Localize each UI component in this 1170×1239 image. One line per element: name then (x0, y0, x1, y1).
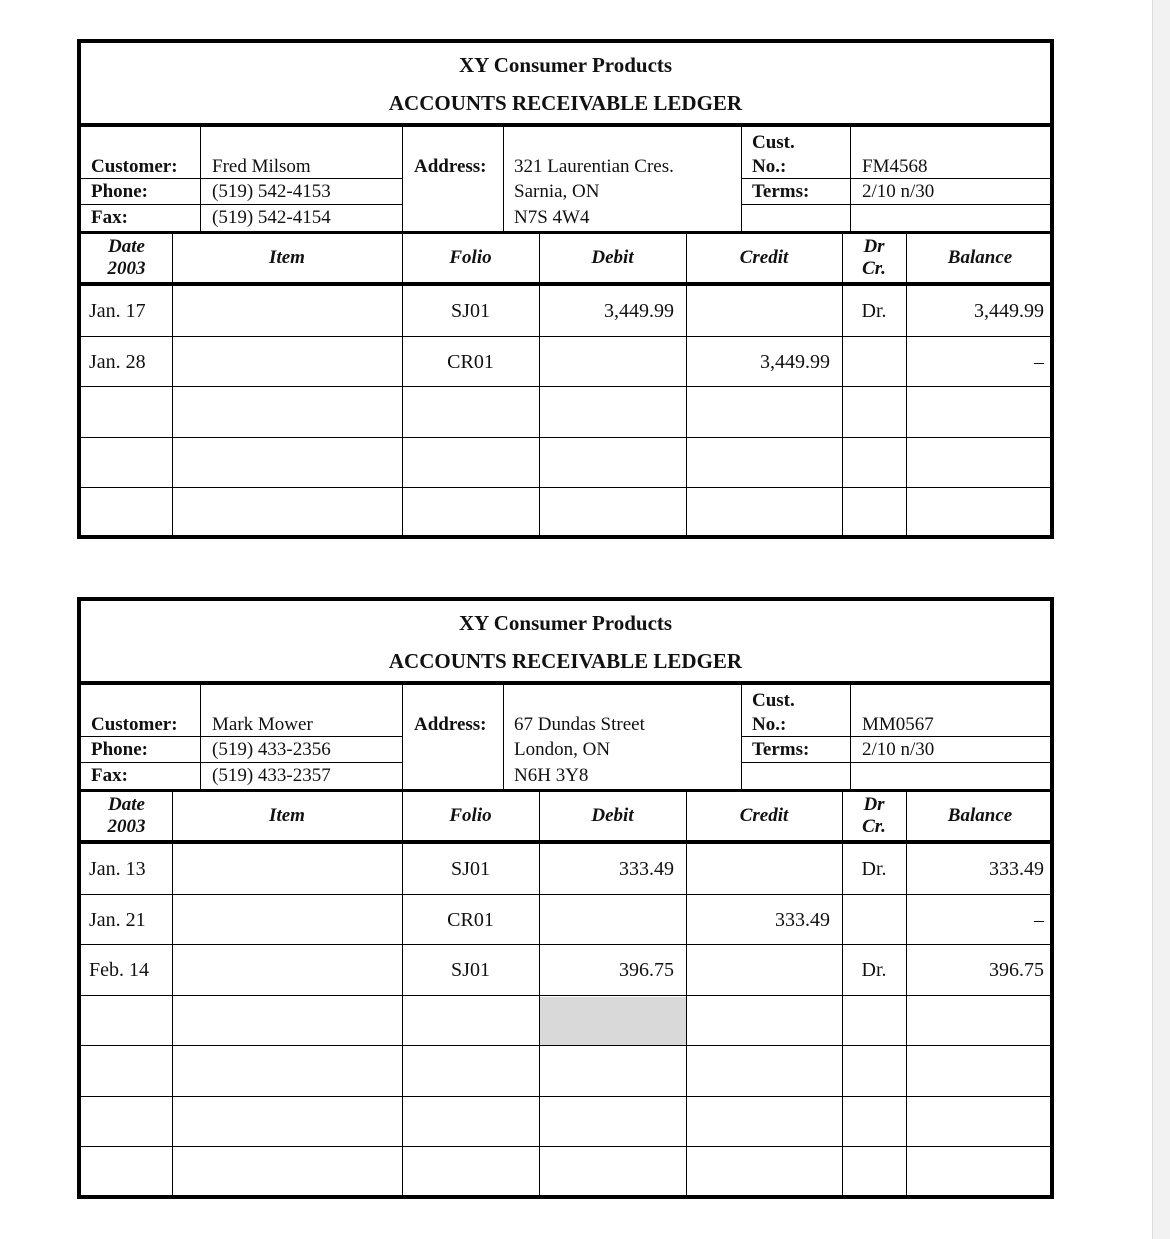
phone-value: (519) 433-2356 (212, 739, 331, 760)
cell-item (172, 488, 402, 538)
customer-info (81, 127, 1050, 231)
col-date: Date 2003 (107, 794, 146, 837)
cust-no-value: FM4568 (862, 156, 928, 177)
cell-debit: 333.49 (619, 858, 674, 880)
col-balance: Balance (947, 805, 1013, 826)
cell-balance: 3,449.99 (974, 300, 1044, 322)
table-row (81, 945, 1050, 995)
cell-dr-cr (842, 438, 906, 488)
terms-label: Terms: (752, 739, 810, 760)
table-row (81, 488, 1050, 538)
cell-item (172, 286, 402, 336)
cell-folio (402, 488, 539, 538)
fax-value: (519) 542-4154 (212, 207, 331, 228)
table-row (81, 844, 1050, 894)
cell-folio: CR01 (447, 350, 494, 373)
cell-credit (686, 438, 842, 488)
table-row (81, 996, 1050, 1046)
company-name: XY Consumer Products (458, 53, 673, 77)
col-debit: Debit (591, 805, 634, 826)
col-dr-cr: Dr Cr. (862, 236, 886, 279)
cell-credit (686, 844, 842, 894)
cell-dr-cr (842, 337, 906, 387)
cell-folio (402, 1046, 539, 1096)
cell-credit: 3,449.99 (760, 350, 830, 373)
cell-item (172, 387, 402, 437)
cell-date (81, 1147, 172, 1197)
cell-balance: 333.49 (989, 858, 1044, 880)
cell-item (172, 438, 402, 488)
cust-no-label-1: Cust. (752, 132, 795, 153)
cell-folio: SJ01 (451, 858, 490, 880)
address-line-2: London, ON (514, 739, 611, 760)
cell-balance (906, 1097, 1054, 1147)
cell-credit (686, 1046, 842, 1096)
cell-balance (906, 438, 1054, 488)
cell-folio: SJ01 (451, 300, 490, 322)
terms-value: 2/10 n/30 (862, 181, 935, 202)
table-row (81, 438, 1050, 488)
cell-item (172, 1147, 402, 1197)
fax-label: Fax: (91, 765, 128, 786)
cell-balance (906, 387, 1054, 437)
cell-debit (539, 488, 686, 538)
col-folio: Folio (449, 805, 492, 826)
cell-debit (539, 1046, 686, 1096)
cell-balance (906, 1046, 1054, 1096)
table-row (81, 387, 1050, 437)
ledger-entries (81, 844, 1050, 1195)
cell-debit (539, 895, 686, 945)
cell-debit: 3,449.99 (604, 300, 674, 322)
cell-item (172, 895, 402, 945)
address-line-3: N6H 3Y8 (514, 765, 589, 786)
cell-dr-cr: Dr. (861, 858, 887, 880)
cell-dr-cr (842, 1097, 906, 1147)
cell-date: Jan. 28 (89, 350, 146, 373)
cell-folio (402, 1147, 539, 1197)
column-headers (81, 231, 1050, 286)
phone-label: Phone: (91, 739, 148, 760)
cell-debit (539, 337, 686, 387)
cell-date (81, 438, 172, 488)
cell-credit (686, 1097, 842, 1147)
cust-no-label-2: No.: (752, 156, 787, 177)
cell-date: Jan. 21 (89, 908, 146, 931)
cell-debit (539, 1097, 686, 1147)
address-label: Address: (414, 714, 487, 735)
col-dr-cr: Dr Cr. (862, 794, 886, 837)
cell-debit (539, 387, 686, 437)
address-line-1: 321 Laurentian Cres. (514, 156, 674, 177)
cell-dr-cr: Dr. (861, 959, 887, 981)
ledger-header (81, 601, 1050, 685)
customer-info (81, 685, 1050, 789)
address-line-2: Sarnia, ON (514, 181, 600, 202)
ledger-mark-mower (77, 597, 1054, 1199)
cell-date: Jan. 17 (89, 300, 146, 322)
cell-credit (686, 387, 842, 437)
cell-dr-cr (842, 1046, 906, 1096)
phone-value: (519) 542-4153 (212, 181, 331, 202)
customer-name: Mark Mower (212, 714, 313, 735)
cell-debit (539, 438, 686, 488)
cell-date (81, 387, 172, 437)
table-row (81, 1046, 1050, 1096)
table-row (81, 895, 1050, 945)
col-debit: Debit (591, 247, 634, 268)
table-row (81, 337, 1050, 387)
ledger-header (81, 43, 1050, 127)
cell-date (81, 996, 172, 1046)
col-credit: Credit (739, 247, 789, 268)
cell-balance: – (1034, 350, 1044, 373)
cell-folio (402, 1097, 539, 1147)
address-line-1: 67 Dundas Street (514, 714, 645, 735)
cell-dr-cr (842, 996, 906, 1046)
cell-debit: 396.75 (619, 959, 674, 981)
cell-credit: 333.49 (775, 908, 830, 931)
phone-label: Phone: (91, 181, 148, 202)
cell-balance (906, 996, 1054, 1046)
cell-dr-cr (842, 488, 906, 538)
column-headers (81, 789, 1050, 844)
address-line-3: N7S 4W4 (514, 207, 590, 228)
cell-credit (686, 1147, 842, 1197)
terms-label: Terms: (752, 181, 810, 202)
col-balance: Balance (947, 247, 1013, 268)
cell-credit (686, 945, 842, 995)
cell-folio (402, 438, 539, 488)
cell-item (172, 844, 402, 894)
customer-label: Customer: (91, 156, 178, 177)
cell-credit (686, 996, 842, 1046)
table-row (81, 1097, 1050, 1147)
cell-dr-cr: Dr. (861, 300, 887, 322)
col-date: Date 2003 (107, 236, 146, 279)
cell-debit (539, 996, 686, 1046)
customer-label: Customer: (91, 714, 178, 735)
cell-item (172, 996, 402, 1046)
ledger-title: ACCOUNTS RECEIVABLE LEDGER (388, 649, 743, 673)
cell-item (172, 1097, 402, 1147)
scrollbar-track[interactable] (1152, 0, 1170, 1239)
cell-date: Jan. 13 (89, 858, 146, 880)
cell-credit (686, 286, 842, 336)
col-credit: Credit (739, 805, 789, 826)
address-label: Address: (414, 156, 487, 177)
cell-balance: – (1034, 908, 1044, 931)
ledger-entries (81, 286, 1050, 535)
ledger-title: ACCOUNTS RECEIVABLE LEDGER (388, 91, 743, 115)
table-row (81, 286, 1050, 336)
cell-folio: SJ01 (451, 959, 490, 981)
ledger-fred-milsom (77, 39, 1054, 539)
customer-name: Fred Milsom (212, 156, 311, 177)
cust-no-label-2: No.: (752, 714, 787, 735)
cell-date (81, 1046, 172, 1096)
col-folio: Folio (449, 247, 492, 268)
fax-value: (519) 433-2357 (212, 765, 331, 786)
cell-item (172, 1046, 402, 1096)
cell-folio (402, 996, 539, 1046)
fax-label: Fax: (91, 207, 128, 228)
cell-date (81, 488, 172, 538)
table-row (81, 1147, 1050, 1197)
cell-balance: 396.75 (989, 959, 1044, 981)
cell-folio (402, 387, 539, 437)
cell-dr-cr (842, 387, 906, 437)
cust-no-label-1: Cust. (752, 690, 795, 711)
cell-dr-cr (842, 895, 906, 945)
cell-debit (539, 1147, 686, 1197)
col-item: Item (269, 247, 305, 268)
cell-date: Feb. 14 (89, 959, 149, 981)
cell-balance (906, 1147, 1054, 1197)
cust-no-value: MM0567 (862, 714, 934, 735)
terms-value: 2/10 n/30 (862, 739, 935, 760)
company-name: XY Consumer Products (458, 611, 673, 635)
col-item: Item (269, 805, 305, 826)
cell-balance (906, 488, 1054, 538)
cell-item (172, 337, 402, 387)
cell-item (172, 945, 402, 995)
cell-folio: CR01 (447, 908, 494, 931)
cell-dr-cr (842, 1147, 906, 1197)
cell-date (81, 1097, 172, 1147)
cell-credit (686, 488, 842, 538)
